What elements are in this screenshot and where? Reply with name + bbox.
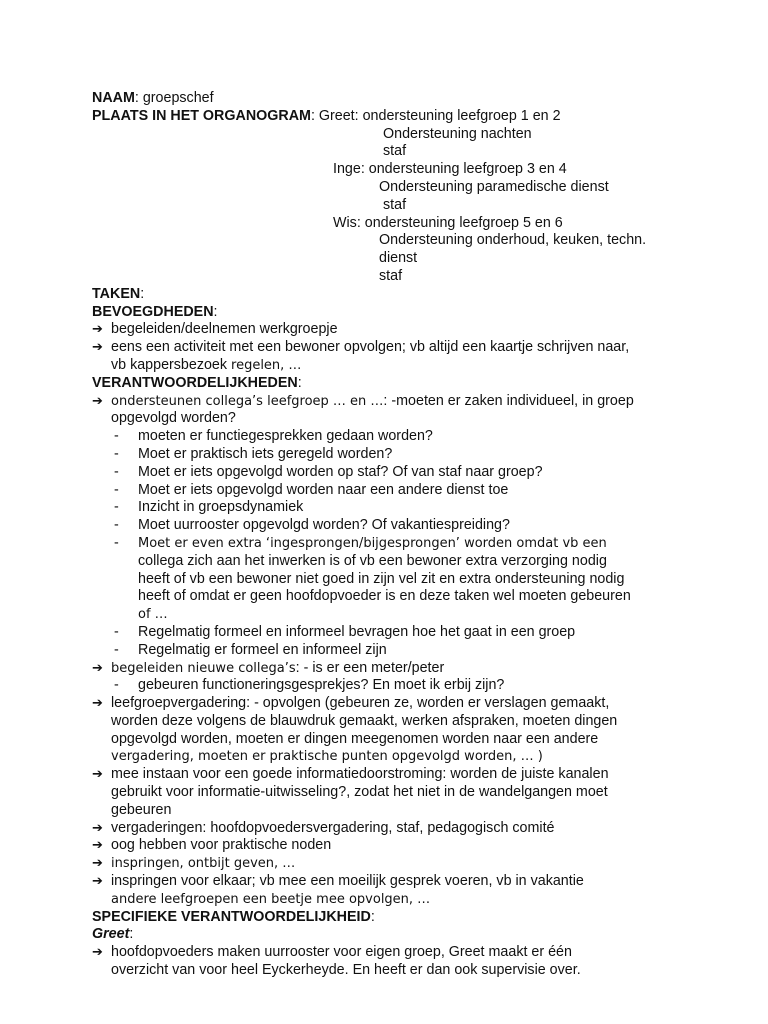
taken-heading [92, 286, 692, 304]
arrow-icon: ➔ [92, 838, 103, 854]
greet-colon: : [129, 926, 134, 943]
sub-list-item-continuation: collega zich aan het inwerken is of vb een bewoner extra verzorging nodig [138, 552, 607, 569]
naam-line [92, 90, 692, 108]
sub-list-item-text: moeten er functiegesprekken gedaan worden? [138, 428, 433, 445]
naam-label: NAAM [92, 90, 135, 106]
sub-list-item-text: Regelmatig formeel en informeel bevragen hoe het gaat in een groep [138, 623, 576, 640]
document-body [92, 90, 692, 980]
inge-main: Inge: ondersteuning leefgroep 3 en 4 [333, 161, 567, 178]
list-item-text: begeleiden nieuwe collega’s [111, 660, 296, 676]
sub-list-item [92, 677, 692, 695]
list-item-text: vergaderingen: hoofdopvoedersvergadering, staf, pedagogisch comité [111, 819, 555, 836]
bevoegdheden-colon: : [213, 303, 218, 320]
list-item [92, 837, 692, 855]
sub-list-item [92, 535, 692, 553]
greet-sub2: staf [383, 143, 407, 160]
taken-colon: : [140, 285, 145, 302]
list-item [92, 873, 692, 891]
list-item-continuation: worden deze volgens de blauwdruk gemaakt, werken afspraken, moeten dingen [111, 712, 618, 729]
inge-sub1: Ondersteuning paramedische dienst [379, 178, 609, 195]
dash-bullet: - [114, 534, 119, 551]
greet-sub1: Ondersteuning nachten [383, 125, 532, 142]
dash-bullet: - [114, 428, 119, 445]
list-item-continuation [92, 357, 692, 375]
list-item [92, 660, 692, 678]
dash-bullet: - [114, 677, 119, 694]
list-item [92, 339, 692, 357]
list-item-text: begeleiden/deelnemen werkgroepje [111, 321, 338, 338]
list-item-continuation: overzicht van voor heel Eyckerheyde. En heeft er dan ook supervisie over. [111, 962, 581, 979]
verantwoordelijkheden-colon: : [297, 374, 302, 391]
arrow-icon: ➔ [92, 856, 103, 872]
arrow-icon: ➔ [92, 767, 103, 783]
sub-list-item-text: Regelmatig er formeel en informeel zijn [138, 641, 387, 658]
naam-value: : groepschef [134, 90, 214, 106]
specifieke-label: SPECIFIEKE VERANTWOORDELIJKHEID [92, 908, 371, 925]
arrow-icon: ➔ [92, 322, 103, 338]
verantwoordelijkheden-label: VERANTWOORDELIJKHEDEN [92, 374, 298, 391]
list-item-text: oog hebben voor praktische noden [111, 837, 332, 854]
wis-sub1: Ondersteuning onderhoud, keuken, techn. [379, 232, 647, 249]
sub-list-item-text: Moet er iets opgevolgd worden naar een andere dienst toe [138, 481, 509, 498]
sub-list-item-continuation: heeft of vb een bewoner niet goed in zijn vel zit en extra ondersteuning nodig [138, 570, 625, 587]
wis-sub2: dienst [379, 250, 418, 267]
list-item-continuation: gebruikt voor informatie-uitwisseling?, zodat het niet in de wandelgangen moet [111, 784, 608, 801]
list-item-continuation: vergadering, moeten er praktische punten opgevolgd worden, … ) [111, 749, 543, 765]
sub-list-item [92, 499, 692, 517]
specifieke-heading [92, 909, 692, 927]
list-item-text: inspringen voor elkaar; vb mee een moeilijk gesprek voeren, vb in vakantie [111, 873, 584, 890]
list-item [92, 695, 692, 713]
list-item-continuation: opgevolgd worden, moeten er dingen meegenomen worden naar een andere [111, 730, 599, 747]
list-item-text: leefgroepvergadering: - opvolgen (gebeuren ze, worden er verslagen gemaakt, [111, 695, 610, 712]
sub-list-item-text: gebeuren functioneringsgesprekjes? En moet ik erbij zijn? [138, 677, 505, 694]
wis-sub3: staf [379, 267, 403, 284]
sub-list-item-text: Moet uurrooster opgevolgd worden? Of vakantiespreiding? [138, 517, 510, 534]
arrow-icon: ➔ [92, 945, 103, 961]
taken-label: TAKEN [92, 285, 141, 302]
list-item [92, 321, 692, 339]
sub-list-item-text: Moet er even extra ‘ingesprongen/bijgesprongen’ worden omdat vb een [138, 535, 607, 551]
list-item-text: ondersteunen collega’s leefgroep … en … [111, 393, 384, 409]
arrow-icon: ➔ [92, 696, 103, 712]
greet-heading [92, 926, 692, 944]
dash-bullet: - [114, 463, 119, 480]
greet-label: Greet [92, 926, 130, 943]
list-item-continuation: gebeuren [111, 801, 172, 818]
arrow-icon: ➔ [92, 340, 103, 356]
list-item-text: eens een activiteit met een bewoner opvolgen; vb altijd een kaartje schrijven naar, [111, 339, 630, 356]
plaats-greet: : Greet: ondersteuning leefgroep 1 en 2 [310, 107, 561, 124]
arrow-icon: ➔ [92, 660, 103, 676]
sub-list-item-text: Inzicht in groepsdynamiek [138, 499, 304, 516]
list-item-text: inspringen, ontbijt geven, … [111, 856, 296, 872]
dash-bullet: - [114, 499, 119, 516]
sub-list-item-continuation: of … [138, 607, 168, 623]
sub-list-item [92, 517, 692, 535]
list-item-text: : - is er een meter/peter [295, 659, 445, 676]
sub-list-item-text: Moet er praktisch iets geregeld worden? [138, 445, 393, 462]
list-item-text: regelen, … [231, 357, 302, 373]
list-item [92, 820, 692, 838]
list-item [92, 855, 692, 873]
sub-list-item-text: Moet er iets opgevolgd worden op staf? Of van staf naar groep? [138, 463, 543, 480]
bevoegdheden-label: BEVOEGDHEDEN [92, 303, 214, 320]
arrow-icon: ➔ [92, 874, 103, 890]
list-item [92, 766, 692, 784]
dash-bullet: - [114, 481, 119, 498]
list-item-continuation: opgevolgd worden? [111, 410, 236, 427]
dash-bullet: - [114, 641, 119, 658]
arrow-icon: ➔ [92, 820, 103, 836]
wis-main: Wis: ondersteuning leefgroep 5 en 6 [333, 214, 563, 231]
plaats-label: PLAATS IN HET ORGANOGRAM [92, 107, 311, 124]
dash-bullet: - [114, 517, 119, 534]
list-item-text: hoofdopvoeders maken uurrooster voor eigen groep, Greet maakt er één [111, 944, 572, 961]
verantwoordelijkheden-heading [92, 375, 692, 393]
plaats-line [92, 108, 692, 126]
list-item-text: : -moeten er zaken individueel, in groep [383, 392, 634, 409]
sub-list-item [92, 624, 692, 642]
sub-list-item [92, 464, 692, 482]
specifieke-colon: : [370, 908, 375, 925]
dash-bullet: - [114, 623, 119, 640]
sub-list-item [92, 428, 692, 446]
inge-sub2: staf [383, 196, 407, 213]
list-item-text: vb kappersbezoek [111, 356, 232, 373]
list-item-text: mee instaan voor een goede informatiedoorstroming: worden de juiste kanalen [111, 766, 609, 783]
dash-bullet: - [114, 445, 119, 462]
list-item-continuation: andere leefgroepen een beetje mee opvolgen, … [111, 891, 431, 907]
sub-list-item-continuation: heeft of omdat er geen hoofdopvoeder is en deze taken wel moeten gebeuren [138, 588, 631, 605]
list-item [92, 393, 692, 411]
sub-list-item [92, 446, 692, 464]
sub-list-item [92, 482, 692, 500]
arrow-icon: ➔ [92, 393, 103, 409]
sub-list-item [92, 642, 692, 660]
list-item [92, 944, 692, 962]
bevoegdheden-heading [92, 304, 692, 322]
